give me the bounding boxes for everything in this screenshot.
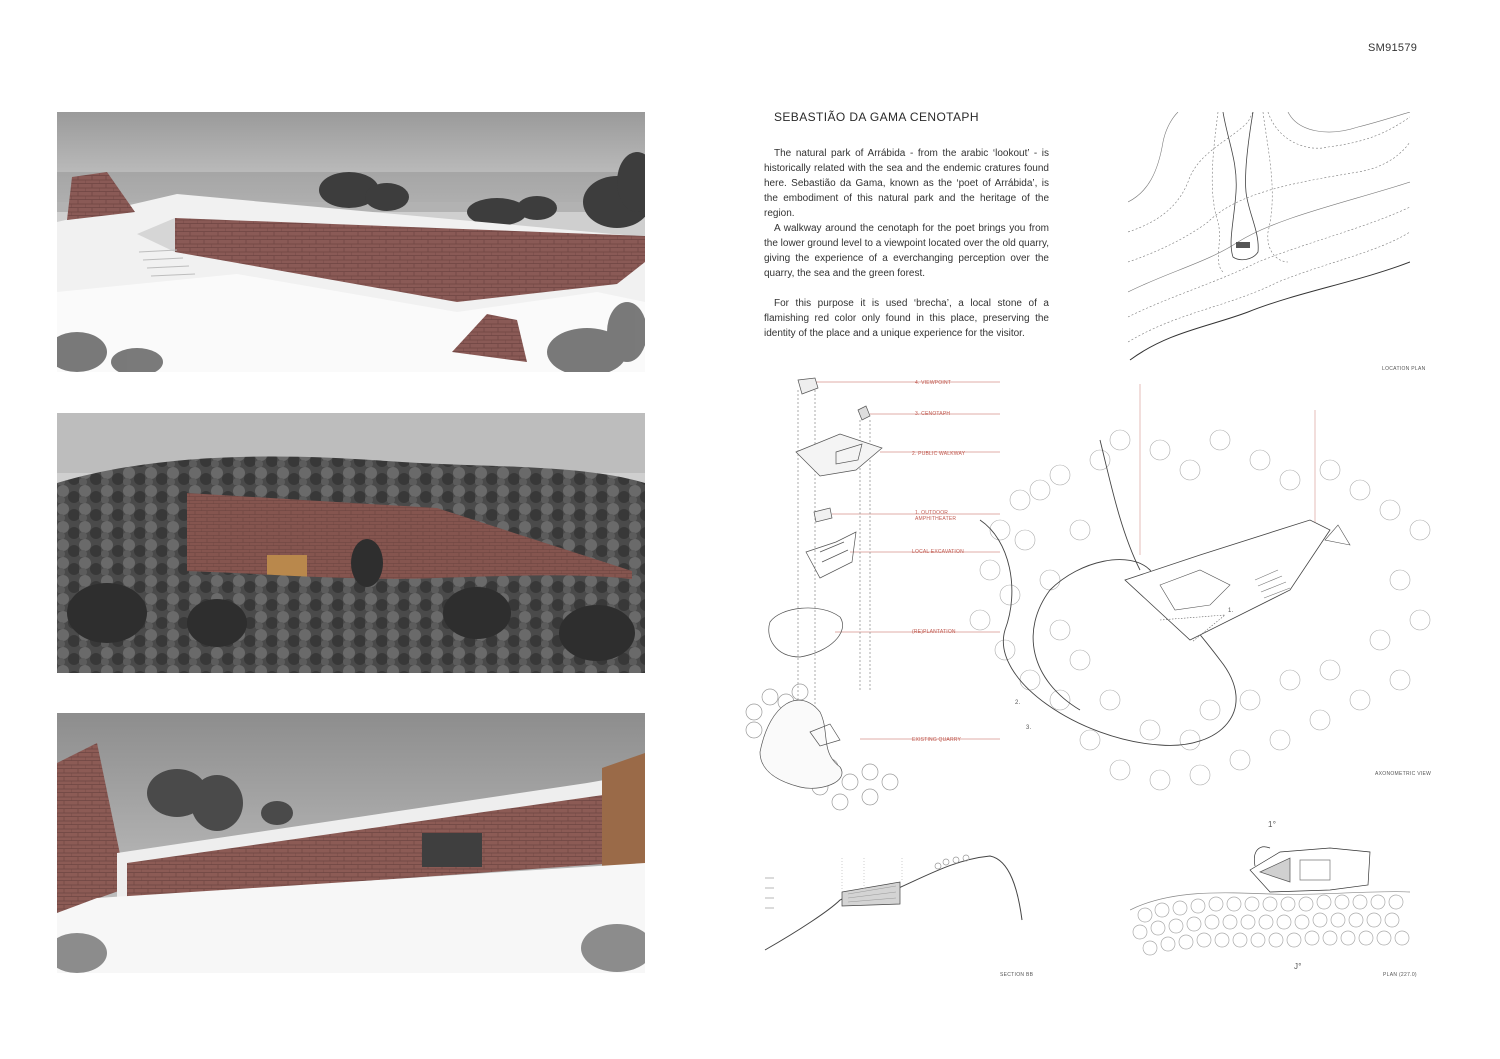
description-paragraph-1: The natural park of Arrábida - from the arabic ‘lookout’ - is historically related with the sea and the endemic cratures found here. Sebastião da Gama, known as the ‘poet of Arrábida’, is the embodiment of this natural park and the heritage of the region.: [764, 148, 1049, 219]
label-viewpoint: 4. VIEWPOINT: [915, 380, 952, 386]
label-replantation: (RE)PLANTATION: [912, 629, 956, 635]
caption-section-bb: SECTION BB: [1000, 972, 1034, 978]
description-paragraph-3: For this purpose it is used ‘brecha’, a local stone of a flamishing red color only found in this place, preserving the identity of the place and a unique experience for the visitor.: [764, 298, 1049, 339]
section-bb-drawing: [760, 850, 1030, 955]
location-plan-drawing: [1128, 112, 1410, 362]
label-existing-quarry: EXISTING QUARRY: [912, 737, 962, 743]
project-title: SEBASTIÃO DA GAMA CENOTAPH: [774, 110, 979, 124]
description-paragraph-2: A walkway around the cenotaph for the poet brings you from the lower ground level to a viewpoint located over the old quarry, giving the experience of a everchanging perception over the quarry, the sea and the green forest.: [764, 223, 1049, 279]
label-outdoor-amphitheater: 1. OUTDOOR AMPHITHEATER: [915, 510, 957, 522]
plan-marker-bottom: J°: [1294, 962, 1302, 971]
caption-axonometric: AXONOMETRIC VIEW: [1375, 771, 1432, 777]
render-amphitheater: [57, 112, 645, 372]
render-opening: [57, 713, 645, 973]
axo-marker-3: 3.: [1026, 725, 1032, 731]
plan-drawing: [1130, 830, 1410, 970]
sheet-code: SM91579: [1368, 42, 1418, 54]
label-public-walkway: 2. PUBLIC WALKWAY: [912, 451, 966, 457]
caption-plan: PLAN (227.0): [1383, 972, 1417, 978]
render-hillside: [57, 413, 645, 673]
label-cenotaph: 3. CENOTAPH: [915, 411, 951, 417]
caption-location-plan: LOCATION PLAN: [1382, 366, 1426, 372]
label-local-excavation: LOCAL EXCAVATION: [912, 549, 964, 555]
axonometric-view-drawing: [960, 380, 1440, 810]
axo-marker-1: 1.: [1228, 608, 1234, 614]
plan-marker-top: 1°: [1268, 820, 1277, 829]
axo-marker-2: 2.: [1015, 700, 1021, 706]
